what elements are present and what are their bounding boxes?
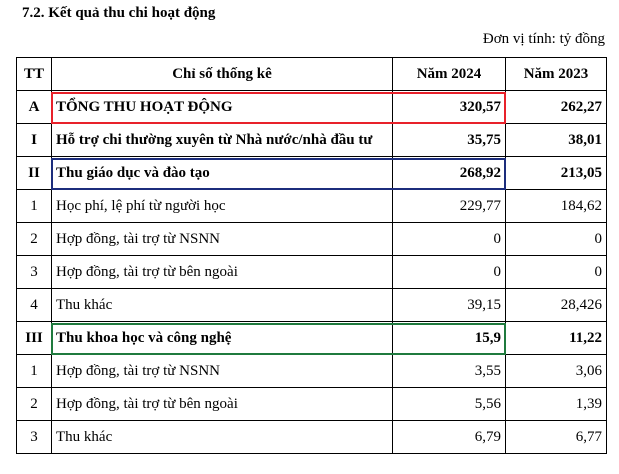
row-tt-cell: 4 — [17, 289, 52, 322]
row-2023-cell: 28,426 — [506, 289, 607, 322]
row-2023-cell: 262,27 — [506, 91, 607, 124]
row-2024-cell: 35,75 — [393, 124, 506, 157]
unit-note: Đơn vị tính: tỷ đồng — [482, 31, 605, 47]
row-2023-cell: 0 — [506, 223, 607, 256]
row-tt-cell: 1 — [17, 355, 52, 388]
row-2023-cell: 3,06 — [506, 355, 607, 388]
row-indicator-cell: Hợp đồng, tài trợ từ NSNN — [52, 223, 393, 256]
row-2024-cell: 229,77 — [393, 190, 506, 223]
row-2024-cell: 39,15 — [393, 289, 506, 322]
row-2023-cell: 0 — [506, 256, 607, 289]
row-indicator-cell: Thu khoa học và công nghệ — [52, 322, 393, 355]
row-indicator-cell: Thu giáo dục và đào tạo — [52, 157, 393, 190]
header-indicator: Chỉ số thống kê — [52, 58, 393, 91]
table-row — [17, 190, 607, 223]
row-indicator-cell: TỔNG THU HOẠT ĐỘNG — [52, 91, 393, 124]
row-tt-cell: 3 — [17, 421, 52, 454]
row-tt-cell: A — [17, 91, 52, 124]
row-tt-cell: 1 — [17, 190, 52, 223]
table-row — [17, 91, 607, 124]
row-2024-cell: 3,55 — [393, 355, 506, 388]
row-tt-cell: 3 — [17, 256, 52, 289]
table-row — [17, 256, 607, 289]
table-row — [17, 388, 607, 421]
row-indicator-cell: Học phí, lệ phí từ người học — [52, 190, 393, 223]
table-row — [17, 157, 607, 190]
row-indicator-cell: Hợp đồng, tài trợ từ NSNN — [52, 355, 393, 388]
table-row — [17, 355, 607, 388]
row-2023-cell: 213,05 — [506, 157, 607, 190]
table-row — [17, 421, 607, 454]
row-2023-cell: 11,22 — [506, 322, 607, 355]
row-2023-cell: 184,62 — [506, 190, 607, 223]
section-heading: 7.2. Kết quả thu chi hoạt động — [22, 5, 216, 21]
table-row — [17, 124, 607, 157]
row-2024-cell: 268,92 — [393, 157, 506, 190]
row-tt-cell: II — [17, 157, 52, 190]
row-indicator-cell: Hợp đồng, tài trợ từ bên ngoài — [52, 388, 393, 421]
row-indicator-cell: Thu khác — [52, 421, 393, 454]
table-row — [17, 223, 607, 256]
row-2024-cell: 5,56 — [393, 388, 506, 421]
row-indicator-cell: Hỗ trợ chi thường xuyên từ Nhà nước/nhà đầu tư — [52, 124, 393, 157]
row-tt-cell: I — [17, 124, 52, 157]
row-indicator-cell: Hợp đồng, tài trợ từ bên ngoài — [52, 256, 393, 289]
row-2023-cell: 6,77 — [506, 421, 607, 454]
header-tt: TT — [17, 58, 52, 91]
row-tt-cell: 2 — [17, 223, 52, 256]
table-header-row — [17, 58, 607, 91]
row-2024-cell: 6,79 — [393, 421, 506, 454]
row-tt-cell: 2 — [17, 388, 52, 421]
row-tt-cell: III — [17, 322, 52, 355]
table-row — [17, 289, 607, 322]
table-row — [17, 322, 607, 355]
row-2024-cell: 320,57 — [393, 91, 506, 124]
header-year-2024: Năm 2024 — [393, 58, 506, 91]
header-year-2023: Năm 2023 — [506, 58, 607, 91]
row-2024-cell: 0 — [393, 223, 506, 256]
row-indicator-cell: Thu khác — [52, 289, 393, 322]
revenue-table — [16, 57, 607, 454]
row-2023-cell: 1,39 — [506, 388, 607, 421]
row-2024-cell: 0 — [393, 256, 506, 289]
row-2023-cell: 38,01 — [506, 124, 607, 157]
row-2024-cell: 15,9 — [393, 322, 506, 355]
